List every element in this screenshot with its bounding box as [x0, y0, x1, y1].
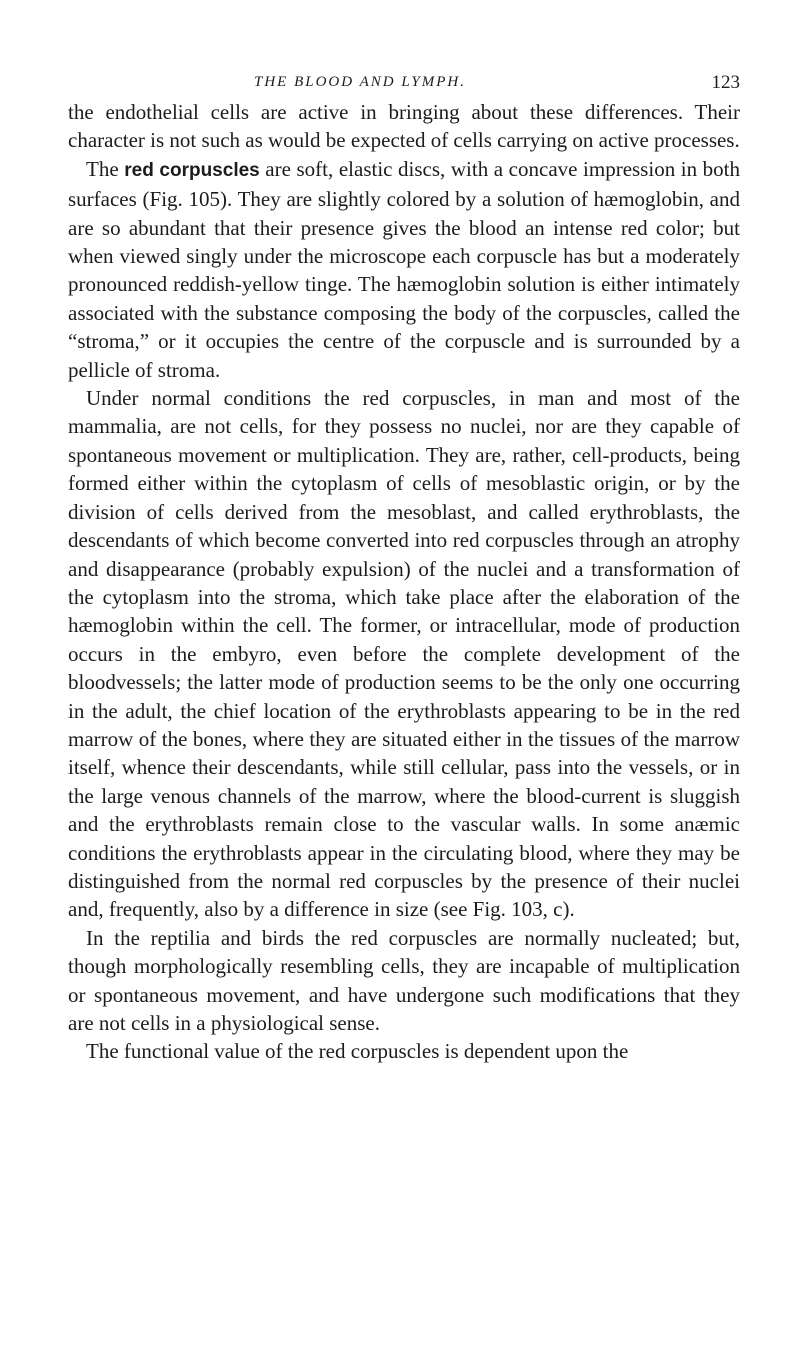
paragraph-lead-in: The	[86, 156, 125, 181]
paragraph-red-corpuscles	[68, 155, 740, 384]
paragraph-text: The functional value of the red corpuscles is dependent upon the	[86, 1039, 629, 1064]
book-page	[68, 70, 740, 1066]
body-text	[68, 98, 740, 1066]
paragraph-text: Under normal conditions the red corpuscles, in man and most of the mammalia, are not cells, for they possess no nuclei, nor are they capable of spontaneous movement or multiplication. They are, rather, cell-products, being formed either within the cytoplasm of cells of mesoblastic origin, or by the division of cells derived from the mesoblast, and called erythroblasts, the descendants of which become converted into red corpuscles through an atrophy and disappearance (probably expulsion) of the nuclei and a transformation of the cytoplasm into the stroma, which take place after the elaboration of the hæmoglobin within the cell. The former, or intracellular, mode of production occurs in the embyro, even before the complete development of the bloodvessels; the latter mode of production seems to be the only one occurring in the adult, the chief location of the erythroblasts appearing to be in the red marrow of the bones, where they are situated either in the tissues of the marrow itself, whence their descendants, while still cellular, pass into the vessels, or in the large venous channels of the marrow, where the blood-current is sluggish and the erythroblasts remain close to the vascular walls. In some anæmic conditions the erythroblasts appear in the circulating blood, where they may be distinguished from the normal red corpuscles by the presence of their nuclei and, frequently, also by a difference in size (see Fig. 103, c).	[68, 386, 740, 922]
paragraph-continuation	[68, 98, 740, 155]
running-head	[68, 70, 740, 98]
paragraph-text: the endothelial cells are active in bringing about these differences. Their character is not such as would be expected of cells carrying on active processes.	[68, 100, 740, 153]
paragraph-text: In the reptilia and birds the red corpuscles are normally nucleated; but, though morphologically resembling cells, they are incapable of multiplication or spontaneous movement, and have undergone such modifications that they are not cells in a physiological sense.	[68, 925, 740, 1035]
paragraph-text: are soft, elastic discs, with a concave impression in both surfaces (Fig. 105). They are slightly colored by a solution of hæmoglobin, and are so abundant that their presence gives the blood an intense red color; but when viewed singly under the microscope each corpuscle has but a moderately pronounced reddish-yellow tinge. The hæmoglobin solution is either intimately associated with the substance composing the body of the corpuscles, called the “stroma,” or it occupies the centre of the corpuscle and is surrounded by a pellicle of stroma.	[68, 156, 741, 382]
paragraph-functional-value	[68, 1037, 740, 1065]
paragraph-reptilia-birds	[68, 924, 740, 1038]
running-title: THE BLOOD AND LYMPH.	[254, 74, 466, 90]
paragraph-normal-conditions	[68, 384, 740, 924]
page-number: 123	[711, 72, 740, 93]
term-red-corpuscles: red corpuscles	[124, 159, 260, 181]
